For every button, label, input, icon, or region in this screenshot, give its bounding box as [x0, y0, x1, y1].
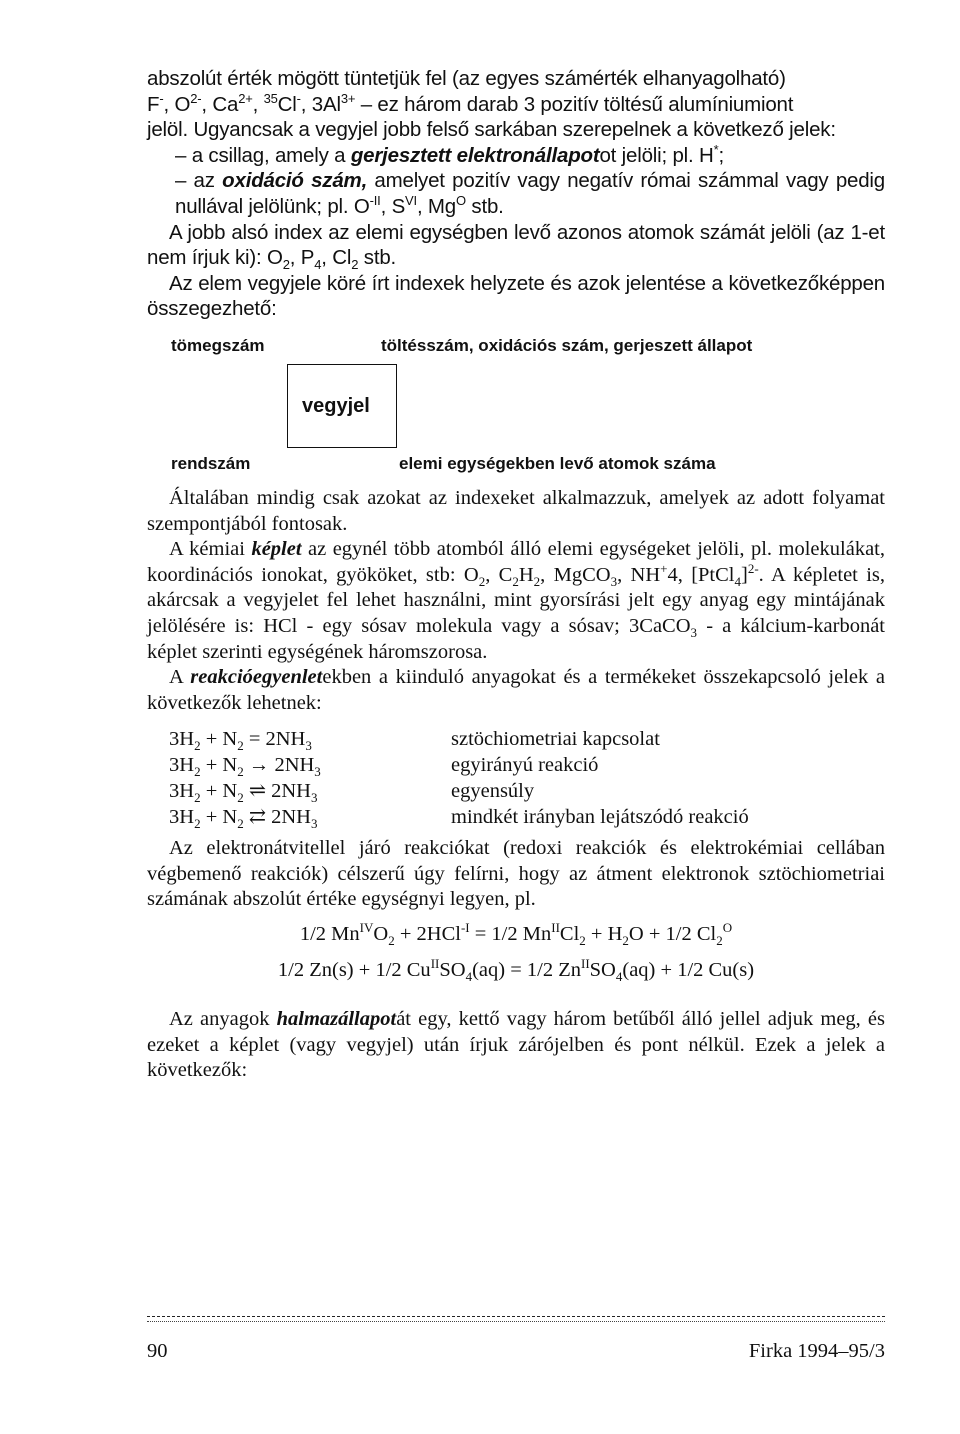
journal-issue: Firka 1994–95/3	[748, 1340, 885, 1362]
label-charge-oxidation-excited: töltésszám, oxidációs szám, gerjeszett állapot	[381, 335, 753, 355]
reaction-equation: $3H_2 + N_2$ ⇌ $2NH_3$	[169, 780, 318, 806]
text-fragment: ekben a kiinduló anyagokat és a termékeket összekapcsoló jelek a következők lehetnek:	[147, 666, 885, 714]
text-fragment: , NH	[617, 563, 661, 586]
text-fragment: , 3Al	[300, 92, 341, 116]
text-line: abszolút érték mögött tüntetjük fel (az egyes számérték elhanyagolható)	[147, 67, 786, 90]
reaction-meaning: egyirányú reakció	[451, 754, 599, 777]
text-fragment: , O	[163, 92, 191, 116]
term-highlight: reakcióegyenlet	[190, 666, 323, 689]
text-fragment: ,	[252, 92, 264, 116]
list-item-excited-state	[147, 143, 885, 169]
right-arrow-icon: →	[248, 754, 270, 777]
text-fragment: , C	[485, 563, 513, 586]
text-fragment: , Ca	[201, 92, 239, 116]
text-fragment: , Mg	[416, 194, 457, 218]
superscript: VI	[405, 193, 417, 209]
term-highlight: oxidáció szám,	[222, 169, 368, 193]
subscript: 3	[610, 573, 618, 589]
text-fragment: stb.	[358, 246, 397, 270]
subscript: 2	[351, 257, 359, 273]
text-fragment: stb.	[465, 194, 504, 218]
paragraph-subscript-index	[147, 220, 885, 271]
reaction-meaning: mindkét irányban lejátszódó reakció	[451, 806, 749, 829]
text-fragment: , P	[289, 246, 315, 270]
paragraph-electron-transfer: Az elektronátvitellel járó reakciókat (redoxi reakciók és elektrokémiai cellában végbemenő reakciók) célszerű úgy felírni, hogy az átment elektronok sztöchiometriai számának abszolút értéke egységnyi legyen, pl.	[147, 837, 885, 911]
equals-sign: =	[243, 728, 266, 751]
subscript: 3	[690, 625, 698, 640]
superscript: 2-	[747, 560, 759, 576]
text-fragment: , MgCO	[540, 563, 611, 586]
text-fragment: A	[169, 666, 191, 689]
equilibrium-arrow-icon: ⇌	[248, 780, 266, 803]
reaction-symbol-list	[169, 726, 885, 830]
symbol-box	[287, 364, 397, 448]
footer-divider	[147, 1316, 885, 1322]
superscript: -	[296, 90, 301, 106]
element-symbol-diagram	[147, 336, 885, 476]
redox-equation-1: 1/2 $Mn^{IV}O_2 + 2HCl^{-I} = 1/2$ $Mn^{II}Cl_2 + H_2O + 1/2$ $Cl_2^O$	[299, 920, 733, 949]
reaction-equation: $3H_2 + N_2$ ⇄ $2NH_3$	[169, 806, 318, 832]
term-highlight: gerjesztett elektronállapot	[350, 143, 600, 167]
page-number: 90	[147, 1340, 168, 1362]
label-atomic-number: rendszám	[171, 453, 251, 473]
subscript: 2	[533, 573, 541, 589]
subscript: 2	[282, 257, 290, 273]
label-atom-count: elemi egységekben levő atomok száma	[399, 453, 716, 473]
list-item-oxidation-number	[147, 168, 885, 219]
superscript: O	[456, 193, 466, 209]
reaction-equation: $3H_2 + N_2 \to 2NH_3$	[169, 754, 321, 780]
paragraph-state-of-matter	[147, 1007, 885, 1084]
text-fragment: , S	[380, 194, 406, 218]
superscript: -II	[369, 193, 381, 209]
superscript: 35	[263, 90, 278, 106]
text-fragment: A jobb alsó index az elemi egységben levő azonos atomok számát jelöli (az 1-et nem írjuk ki): O	[147, 220, 885, 270]
subscript: 2	[512, 573, 519, 589]
subscript: 4	[734, 573, 741, 589]
paragraph-chemical-formula	[147, 537, 885, 665]
paragraph-intro	[147, 66, 885, 143]
reaction-meaning: sztöchiometriai kapcsolat	[451, 728, 660, 751]
text-fragment: Az anyagok	[169, 1008, 277, 1031]
superscript: 2-	[190, 90, 202, 106]
text-fragment: , [PtCl	[677, 563, 735, 586]
paragraph-reaction-equation	[147, 665, 885, 716]
term-highlight: halmazállapot	[276, 1008, 397, 1031]
reaction-row	[169, 752, 885, 778]
reaction-row	[169, 778, 885, 804]
subscript: 4	[314, 257, 322, 273]
text-fragment: ;	[718, 143, 724, 167]
text-fragment: amelyet pozitív vagy negatív római számmal vagy pedig nullával jelölünk; pl. O	[175, 169, 885, 218]
text-fragment: 4	[667, 563, 678, 586]
superscript: -	[159, 90, 164, 106]
superscript: 3+	[340, 90, 356, 106]
text-fragment: az egynél több atomból álló elemi egységeket jelöli, pl. molekulákat, koordinációs ionokat, gyököket, stb: O	[147, 538, 885, 586]
reaction-meaning: egyensúly	[451, 780, 535, 803]
text-fragment: ]	[740, 563, 748, 586]
text-fragment: . A képletet is, akárcsak a vegyjelet fel lehet használni, mint gyorsírási jelt egy anyag egy mintájának jelölésére is: HCl - egy sósav molekula vagy a sósav; 3CaCO	[147, 563, 885, 637]
text-fragment: – ez három darab 3 pozitív töltésű alumíniumiont	[355, 92, 794, 116]
superscript: *	[713, 141, 719, 157]
paragraph-summary-intro: Az elem vegyjele köré írt indexek helyzete és azok jelentése a következőképpen összegezhető:	[147, 271, 885, 321]
symbol-label: vegyjel	[302, 394, 370, 417]
text-fragment: H	[518, 563, 534, 586]
page-body	[147, 66, 885, 1084]
text-fragment: – az	[175, 169, 223, 193]
text-fragment: A kémiai	[169, 538, 252, 561]
label-mass-number: tömegszám	[171, 335, 265, 355]
text-fragment: , Cl	[321, 246, 352, 270]
superscript: 2+	[238, 90, 253, 106]
text-fragment: Cl	[277, 92, 297, 116]
reaction-row	[169, 804, 885, 830]
text-fragment: át egy, kettő vagy három betűből álló jellel adjuk meg, és ezeket a képlet (vagy vegyjel) után írjuk zárójelben és pont nélkül. Ezek a jelek a következők:	[147, 1008, 885, 1082]
text-fragment: – a csillag, amely a	[175, 143, 351, 167]
text-fragment: F	[147, 92, 160, 116]
bidirectional-arrow-icon: ⇄	[248, 806, 266, 829]
text-fragment: - a kálcium-karbonát képlet szerinti egységének háromszorosa.	[147, 614, 886, 663]
redox-equation-2: 1/2 Zn(s) + 1/2 $Cu^{II}SO_4(aq) = 1/2$ $Zn^{II}SO_4(aq) + 1/2$ Cu(s)	[277, 956, 755, 985]
subscript: 2	[478, 573, 486, 589]
paragraph-general-usage: Általában mindig csak azokat az indexeket alkalmazzuk, amelyek az adott folyamat szempontjából fontosak.	[147, 486, 885, 535]
text-fragment: ot jelöli; pl. H	[599, 143, 714, 167]
superscript: +	[660, 560, 668, 576]
term-highlight: képlet	[251, 538, 302, 561]
reaction-equation: $3H_2 + N_2 = 2NH_3$	[169, 728, 312, 754]
reaction-row	[169, 726, 885, 752]
text-line: jelöl. Ugyancsak a vegyjel jobb felső sarkában szerepelnek a következő jelek:	[147, 118, 836, 142]
